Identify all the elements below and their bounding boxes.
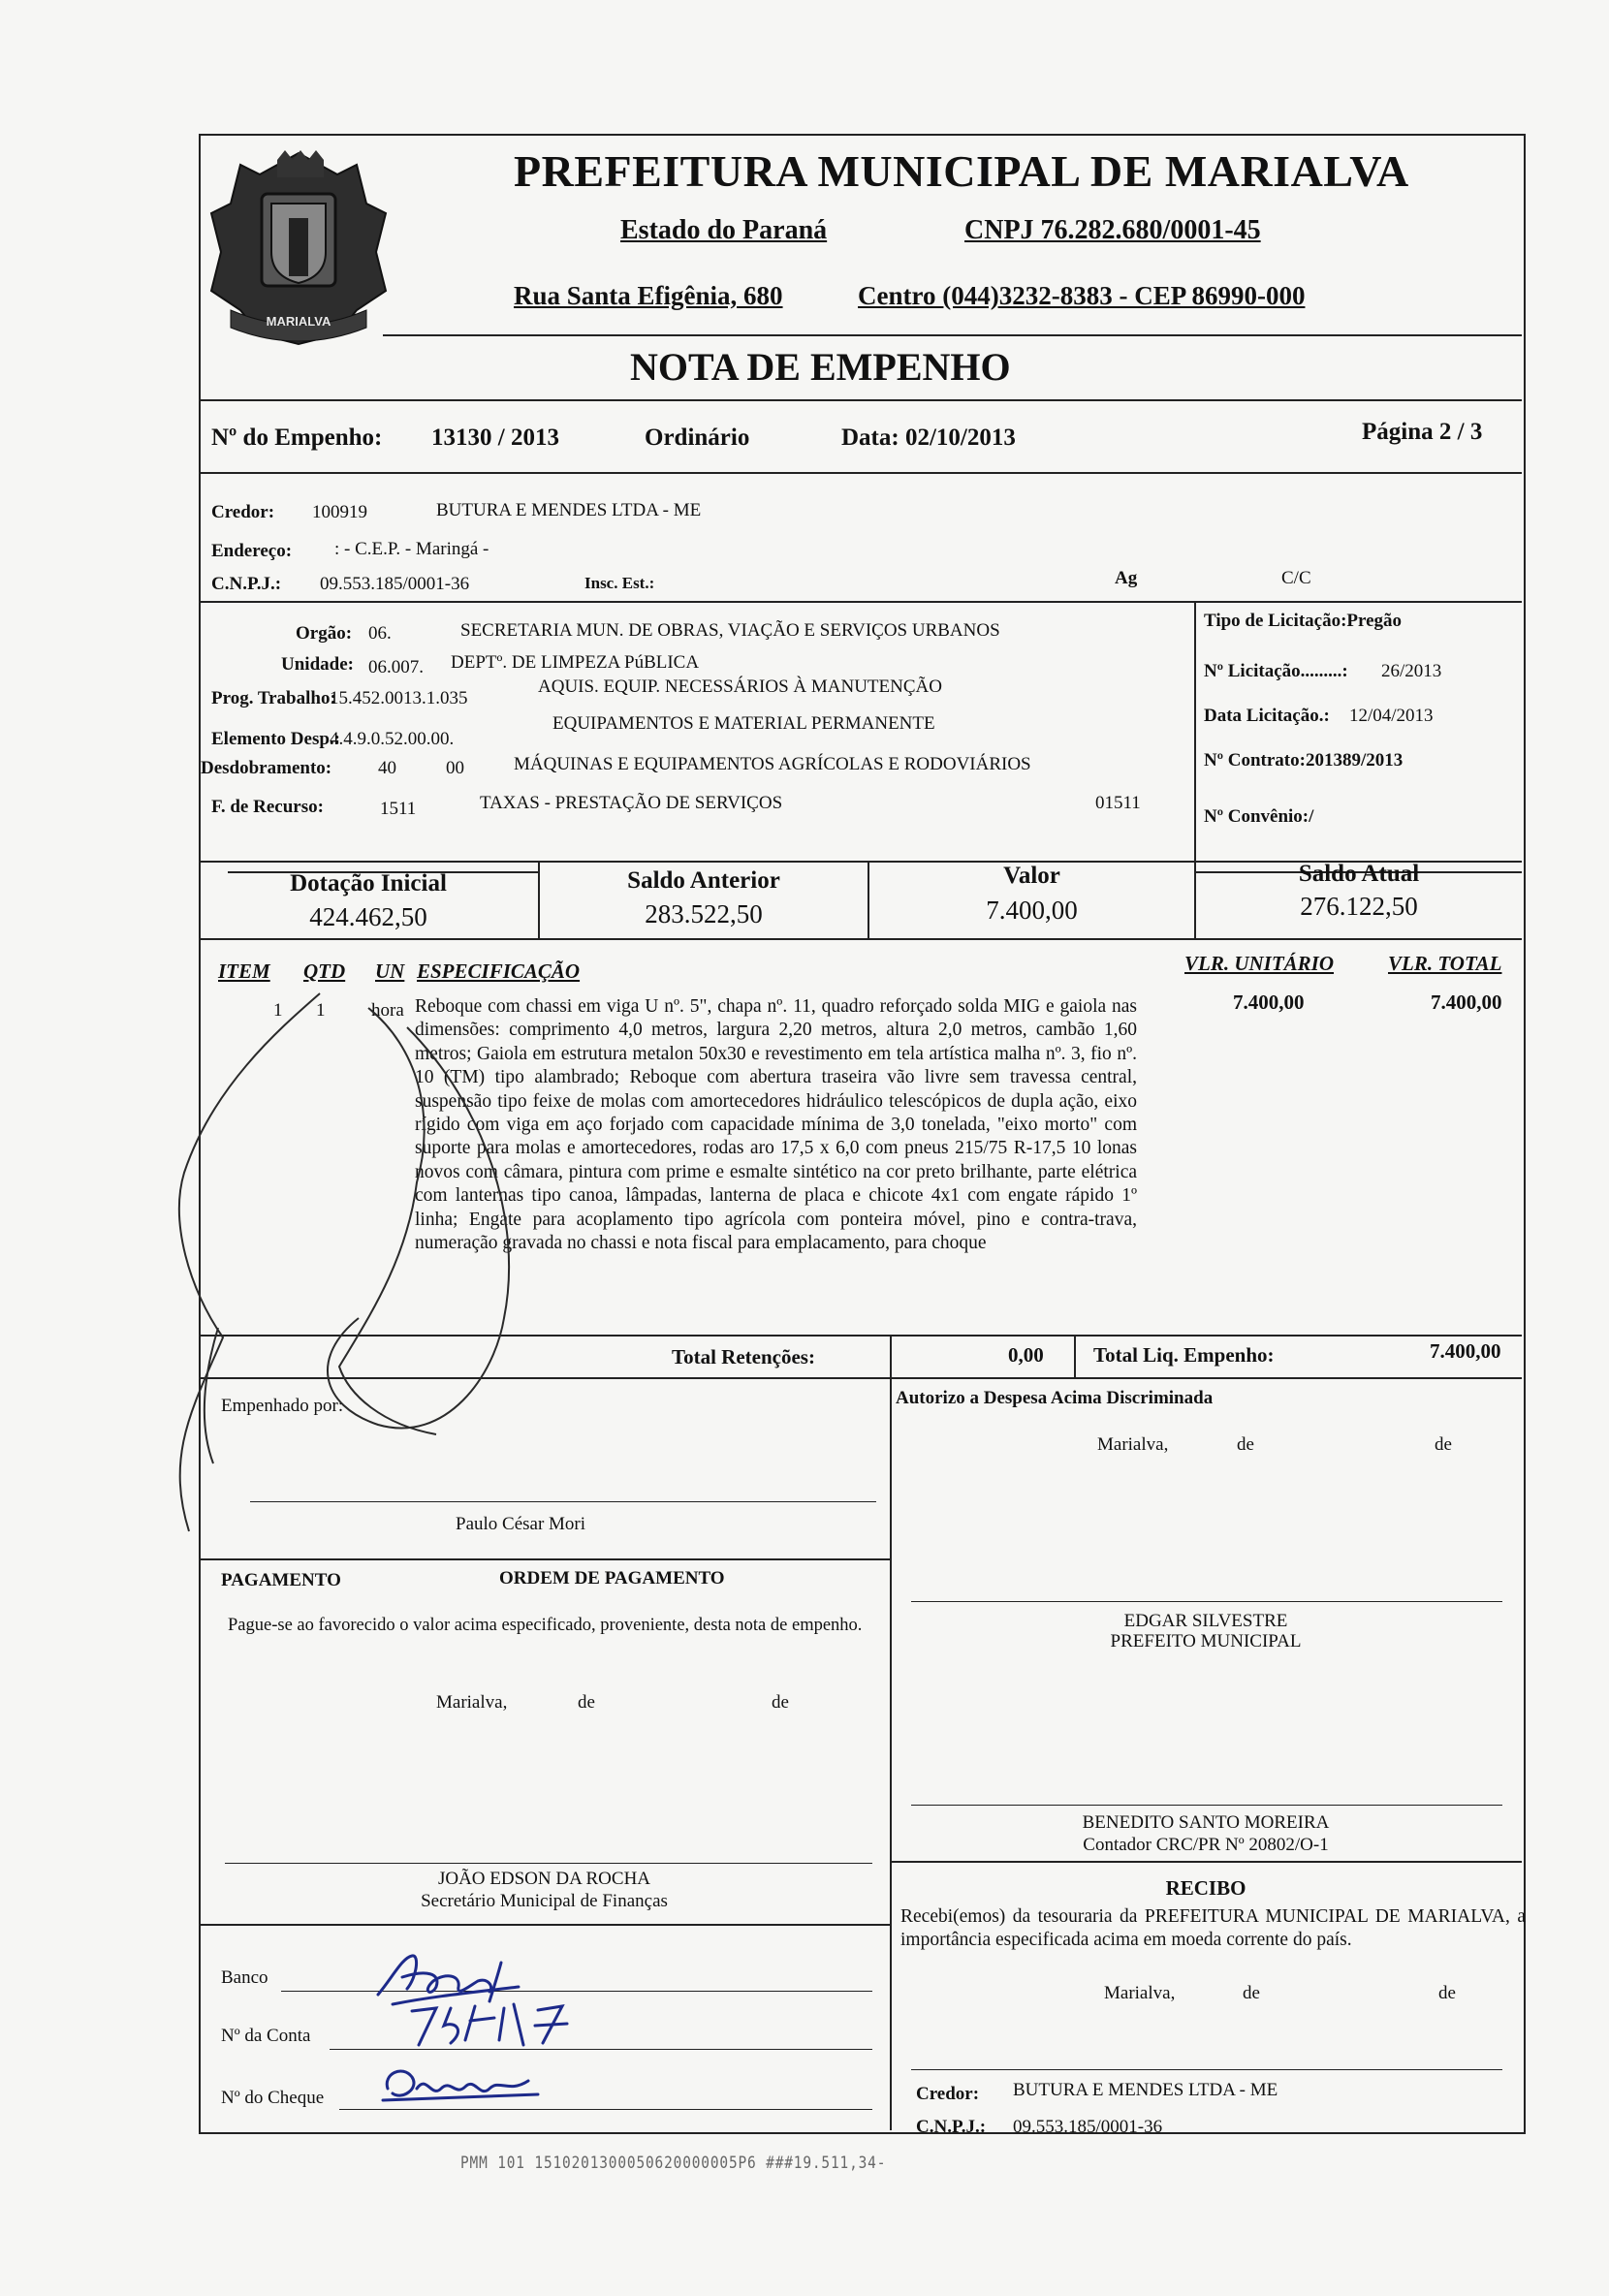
- desdobramento-label: Desdobramento:: [201, 758, 332, 778]
- prog-code: 15.452.0013.1.035: [330, 688, 468, 708]
- dotacao-inicial-label: Dotação Inicial: [290, 870, 447, 896]
- valor-value: 7.400,00: [986, 896, 1078, 925]
- cheque-line: [339, 2109, 872, 2110]
- recibo-cnpj-value: 09.553.185/0001-36: [1013, 2117, 1163, 2137]
- col-qtd-header: QTD: [303, 959, 346, 983]
- divider: [199, 472, 1522, 474]
- item-specification: Reboque com chassi em viga U nº. 5", chapa nº. 11, quadro reforçado solda MIG e gaiola nas dimensões: comprimento 4,0 metros, largura 2,20 metros, altura 2,0 metros, cambão 1,60 metros; Gaiola em estrutura metalon 50x30 e revestimento em tela artística malha nº. 3, fio nº. 10 (TM) tipo alambrado; Reboque com abertura traseira vão livre sem travessa central, suspensão tipo feixe de molas com amortecedores hidráulico telescópicos de dupla ação, eixo rígido com viga em aço forjado com capacidade mínima de 3,0 tonelada, "eixo morto" com suporte para molas e amortecedores, rodas aro 17,5 x 6,0 com pneus 215/75 R-17,5 10 lonas novos com câmara, pintura com prime e esmalte sintético na cor preto brilhante, parte elétrica com lanternas tipo canoa, lâmpadas, lanterna de placa e chicote 4x1 com engate rápido 1º linha; Engate para acoplamento tipo agrícola com ponteira móvel, pino e contra-trava, numeração gravada no chassi e nota fiscal para emplacamento, para choque: [415, 996, 1137, 1254]
- pen-mark: [174, 969, 582, 1551]
- ag-label: Ag: [1115, 568, 1138, 588]
- prog-desc: AQUIS. EQUIP. NECESSÁRIOS À MANUTENÇÃO: [538, 676, 942, 697]
- dotacao-inicial-value: 424.462,50: [309, 902, 427, 931]
- orgao-desc: SECRETARIA MUN. DE OBRAS, VIAÇÃO E SERVIÇOS URBANOS: [460, 620, 1000, 641]
- pagamento-marialva: Marialva,: [436, 1692, 508, 1713]
- header-state: Estado do Paraná: [620, 215, 828, 245]
- recibo-de-2: de: [1438, 1983, 1456, 2003]
- empenhado-por-label: Empenhado por:: [221, 1396, 344, 1416]
- pague-se-text: Pague-se ao favorecido o valor acima especificado, proveniente, desta nota de empenho.: [228, 1616, 863, 1635]
- saldo-anterior-value: 283.522,50: [645, 899, 763, 928]
- banco-line: [281, 1991, 872, 1992]
- cheque-label: Nº do Cheque: [221, 2088, 325, 2108]
- autorizo-marialva: Marialva,: [1097, 1434, 1169, 1455]
- prefeito-name: EDGAR SILVESTRE: [1123, 1611, 1288, 1631]
- pagamento-de-2: de: [772, 1692, 789, 1713]
- elemento-label: Elemento Desp.:: [211, 729, 340, 749]
- recurso-code: 1511: [380, 799, 417, 819]
- recibo-marialva: Marialva,: [1104, 1983, 1176, 2003]
- licitacao-number-value: 26/2013: [1381, 661, 1442, 681]
- header-title: PREFEITURA MUNICIPAL DE MARIALVA: [514, 146, 1409, 196]
- pagamento-de-1: de: [578, 1692, 595, 1713]
- licitacao-number-label: Nº Licitação.........:: [1204, 661, 1348, 681]
- divider: [1074, 1335, 1076, 1377]
- cc-label: C/C: [1281, 568, 1311, 588]
- recibo-cnpj-label: C.N.P.J.:: [916, 2117, 987, 2137]
- desdobramento-desc: MÁQUINAS E EQUIPAMENTOS AGRÍCOLAS E RODOVIÁRIOS: [514, 754, 1031, 774]
- header-cnpj: CNPJ 76.282.680/0001-45: [964, 215, 1261, 245]
- item-un: hora: [371, 1000, 404, 1021]
- item-qtd: 1: [316, 1000, 326, 1021]
- recurso-label: F. de Recurso:: [211, 797, 324, 817]
- divider: [890, 1377, 892, 2130]
- divider: [199, 399, 1522, 401]
- divider: [199, 938, 1522, 940]
- col-un-header: UN: [375, 959, 405, 983]
- recibo-credor-label: Credor:: [916, 2084, 980, 2104]
- document-title: NOTA DE EMPENHO: [630, 345, 1011, 389]
- footer-mechanical-stamp: PMM 101 1510201300050620000005P6 ###19.511,34-: [460, 2154, 887, 2173]
- item-number: 1: [273, 1000, 283, 1021]
- credor-cnpj-value: 09.553.185/0001-36: [320, 574, 470, 594]
- total-liquido-label: Total Liq. Empenho:: [1093, 1343, 1275, 1367]
- insc-est-label: Insc. Est.:: [584, 574, 655, 592]
- contador-name: BENEDITO SANTO MOREIRA: [1082, 1812, 1330, 1833]
- autorizo-de-1: de: [1237, 1434, 1254, 1455]
- total-retencoes-label: Total Retenções:: [672, 1345, 815, 1368]
- elemento-desc: EQUIPAMENTOS E MATERIAL PERMANENTE: [552, 713, 935, 734]
- credor-cnpj-label: C.N.P.J.:: [211, 574, 282, 594]
- elemento-code: 4.4.9.0.52.00.00.: [330, 729, 455, 749]
- conta-handwritten-number: [407, 1997, 582, 2055]
- divider: [890, 1861, 1522, 1863]
- endereco-value: : - C.E.P. - Maringá -: [334, 539, 489, 559]
- desdobramento-code-1: 40: [378, 758, 396, 778]
- empenho-label: Nº do Empenho:: [211, 425, 383, 451]
- recurso-desc: TAXAS - PRESTAÇÃO DE SERVIÇOS: [480, 793, 783, 813]
- divider: [199, 1558, 890, 1560]
- secretario-name: JOÃO EDSON DA ROCHA: [437, 1869, 651, 1889]
- item-unit-value: 7.400,00: [1233, 991, 1305, 1014]
- contador-cargo: Contador CRC/PR Nº 20802/O-1: [1083, 1835, 1329, 1855]
- total-retencoes-value: 0,00: [1008, 1343, 1044, 1367]
- signature-line: [911, 1601, 1502, 1602]
- orgao-code: 06.: [368, 623, 392, 644]
- divider: [890, 1335, 892, 1377]
- valor-label: Valor: [1003, 863, 1060, 889]
- ordem-pagamento-label: ORDEM DE PAGAMENTO: [499, 1568, 725, 1588]
- licitacao-date-label: Data Licitação.:: [1204, 706, 1330, 726]
- header-address: Rua Santa Efigênia, 680: [514, 281, 783, 310]
- col-unit-value-header: VLR. UNITÁRIO: [1184, 952, 1335, 975]
- header-address-rest: Centro (044)3232-8383 - CEP 86990-000: [858, 281, 1306, 310]
- orgao-label: Orgão:: [296, 623, 353, 644]
- prog-label: Prog. Trabalho:: [211, 688, 336, 708]
- divider: [199, 1924, 890, 1926]
- signature-line: [225, 1863, 872, 1864]
- page-number: Página 2 / 3: [1362, 419, 1483, 445]
- empenho-number: 13130 / 2013: [431, 425, 559, 451]
- saldo-atual-label: Saldo Atual: [1298, 861, 1420, 887]
- saldo-anterior-label: Saldo Anterior: [627, 867, 780, 894]
- banco-label: Banco: [221, 1967, 268, 1988]
- tipo-licitacao: Tipo de Licitação:Pregão: [1204, 611, 1403, 631]
- divider: [199, 601, 1522, 603]
- recibo-de-1: de: [1243, 1983, 1260, 2003]
- divider: [1194, 601, 1196, 861]
- pagamento-label: PAGAMENTO: [221, 1570, 341, 1590]
- credor-label: Credor:: [211, 502, 275, 522]
- licitacao-date-value: 12/04/2013: [1349, 706, 1434, 726]
- item-total-value: 7.400,00: [1431, 991, 1502, 1014]
- desdobramento-code-2: 00: [446, 758, 464, 778]
- crest-banner-text: MARIALVA: [266, 314, 331, 329]
- recurso-extra: 01511: [1095, 793, 1141, 813]
- autorizo-de-2: de: [1435, 1434, 1452, 1455]
- col-spec-header: ESPECIFICAÇÃO: [417, 959, 581, 983]
- secretario-cargo: Secretário Municipal de Finanças: [421, 1891, 668, 1911]
- credor-code: 100919: [312, 502, 367, 522]
- recibo-credor-name: BUTURA E MENDES LTDA - ME: [1013, 2080, 1278, 2100]
- empenhado-por-name: Paulo César Mori: [456, 1514, 586, 1534]
- autorizo-despesa: Autorizo a Despesa Acima Discriminada: [896, 1388, 1214, 1408]
- conta-label: Nº da Conta: [221, 2026, 311, 2046]
- recibo-title: RECIBO: [1165, 1876, 1246, 1900]
- contrato-number: Nº Contrato:201389/2013: [1204, 750, 1404, 771]
- col-total-value-header: VLR. TOTAL: [1388, 952, 1502, 975]
- empenho-date: Data: 02/10/2013: [841, 425, 1016, 451]
- signature-line: [911, 1805, 1502, 1806]
- convenio-number: Nº Convênio:/: [1204, 806, 1314, 827]
- endereco-label: Endereço:: [211, 541, 293, 561]
- total-liquido-value: 7.400,00: [1430, 1339, 1501, 1363]
- unidade-desc: DEPTº. DE LIMPEZA PúBLICA: [451, 652, 700, 673]
- col-item-header: ITEM: [218, 959, 270, 983]
- divider: [383, 334, 1522, 336]
- empenho-type: Ordinário: [645, 425, 750, 451]
- recibo-text: Recebi(emos) da tesouraria da PREFEITURA MUNICIPAL DE MARIALVA, a importância especificada acima em moeda corrente do país.: [900, 1906, 1526, 1950]
- prefeito-cargo: PREFEITO MUNICIPAL: [1110, 1631, 1302, 1651]
- cheque-handwritten-signature: [373, 2060, 548, 2108]
- unidade-label: Unidade:: [281, 654, 354, 675]
- credor-name: BUTURA E MENDES LTDA - ME: [436, 500, 702, 520]
- unidade-code: 06.007.: [368, 657, 424, 677]
- signature-line: [911, 2069, 1502, 2070]
- saldo-atual-value: 276.122,50: [1300, 892, 1418, 921]
